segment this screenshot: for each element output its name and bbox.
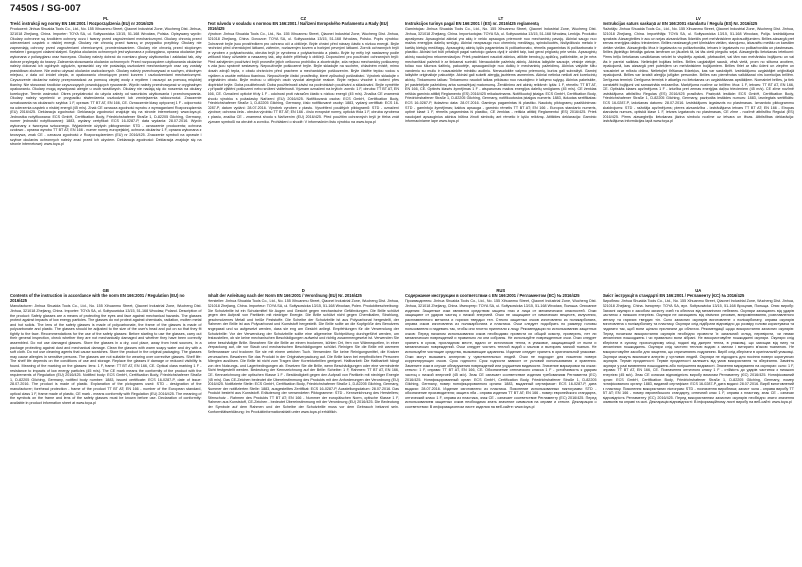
language-code: RUS — [496, 288, 506, 293]
section-body: Producent: Jinhua Shuaida Tools Co., Ltd., No. 155 Xihuanmu Street, Qiaonei Industrial Zone, Wucheng Dist. Jinhua, 321018 Zhejiang, China. Importer: TOYA SA, ul. Sołtysowicka 13/15, 51-168 Wrocław, Polska. Opisywany wyrób: Okulary ochronne są środkiem ochrony oczu i twarzy przed zagrożeniami mechanicznymi. Okulary chronią przed uderzeniami cząstek o niskiej energii. Okulary nie chronią przed twarzą w przypadku przyłbicy. Okulary nie zapewniają ochrony przed zagrożeniami chemicznymi, promieniowaniem. Okulary nie chronią przed stopionym metalem i gorącymi ciałami stałymi. Szybka okularów ochronnych jest wykonana z poliwęglanu, oprawa okularów jest wykonana z poliwęglanu oraz tworzywa. Okulary należy dobrać do rozmiaru głowy użytkownika i zakładać tak, aby dobrze przylegały do twarzy. Zalecenia stosowania okularów ochronnych: Przed rozpoczęciem użytkowania okularów należy dokonać ich ogólnych oględzin, sprawdzić czy nie posiadają uszkodzeń mechanicznych oraz czy zostały prawidłowo złożone. Nie wolno używać okularów uszkodzonych. Okulary należy przechowywać w suchym, chłodnym miejscu, z dala od źródeł ciepła, w opakowaniu chroniącym przed kurzem i uszkodzeniami mechanicznymi. Czyszczenie okularów należy przeprowadzać za pomocą ciepłej wody z mydłem i osuszyć za pomocą miękkiej tkaniny. Nie stosować środków czyszczących powodujących rysowanie. Wyrób należy przechowywać w oryginalnym opakowaniu. Okulary mogą wywoływać alergie u osób wrażliwych. Okulary nie nadają się do noszenia na okulary korekcyjne. Termin ważności: Okres przydatności do użycia zależy od warunków użytkowania i przechowywania. Okulary należy wymienić w przypadku stwierdzenia uszkodzeń lub zmniejszenia widoczności. Znaczenie oznakowania na okularach: szybka: 1 F, oprawa: TT BT AT, EN 166, CE. Oznaczenie klasy optycznej 1 F - odporność na uderzenia cząstek o niskiej energii (45 m/s). Znak CE oznacza zgodność wyrobu z wymaganiami Rozporządzenia (EU) 2016/425. Deklaracja zgodności: Deklaracja zgodności znajduje się na stronie internetowej: www.toya.pl. Jednostka notyfikowana: ECS GmbH, Certification Body, Friedrichshafener Straße 1, D-82205 Gilching, Germany, numer jednostki notyfikowanej: 1883, wydany certyfikat: ECS 16-0287-P, data wydania: 28.07.2016. Wyrób wykonany z tworzywa sztucznego. Wyjaśnienie użytych piktogramów: STD - oznaczenie producenta; ochrona czołowo - oprawa wyrobu TT BT AT; EN 166 - numer normy europejskiej, ochrona okularów 1 F, oprawa wykonana z tworzywa, znak CE - oznacza zgodność z Rozporządzeniem (EU) nr 2016/425. Znaczenie symboli na oprawie i szybce okularów ochronnych należy znać przed ich użyciem. Deklaracja zgodności: Deklaracja znajduje się na stronie internetowej: www.toya.pl — [10, 27, 202, 147]
section-title: Contents of the instruction in accordance with the norm EN 166:2001 / Regulation (EU) no 2016/425 — [10, 293, 185, 303]
section-title: Содержание инструкции в соответствии с EN 166:2001 / Регламентом (ЕС) № 2016/425 — [405, 293, 580, 298]
document-id: 7450S / SG-007 — [10, 3, 81, 14]
section-title: Instrukcijas saturs saskaņā ar EN 166:2001 standartu / Regula (ES) Nr. 2016/425 — [602, 21, 758, 26]
section-lt — [405, 16, 597, 280]
section-pl — [10, 16, 202, 280]
section-title: Instrukcijos turinys pagal EN 166:2001 / (ES) nr. 2016/425 reglamentą — [405, 21, 539, 26]
section-body: Производитель: Jinhua Shuaida Tools Co., Ltd., No. 155 Xihuanmu Street, Qiaonei Industrial Zone, Wucheng Dist. Jinhua, 321018 Zhejiang, China. Импортер: TOYA SA, ul. Sołtysowicka 13/15, 51-168 Wrocław, Польша. Описание изделия: Защитные очки являются средством защиты глаз и лица от механических опасностей. Очки защищают от ударов частиц с низкой энергией. Очки не защищают от химических веществ, излучения, расплавленного металла и горячих твердых тел. Стекло защитных очков изготовлено из поликарбоната, оправа очков изготовлена из поликарбоната и пластика. Очки следует подобрать по размеру головы пользователя и надевать так, чтобы они плотно прилегали к лицу. Рекомендации по использованию защитных очков: Перед началом использования очков необходимо провести их общий осмотр, проверить, нет ли механических повреждений и правильно ли они собраны. Не используйте поврежденные очки. Очки следует хранить в сухом, прохладном месте, вдали от источников тепла, в упаковке, защищающей от пыли и механических повреждений. Очки следует чистить теплой водой с мылом и вытирать мягкой тканью. Не используйте чистящие средства, вызывающие царапины. Изделие следует хранить в оригинальной упаковке. Очки могут вызывать аллергию у чувствительных людей. Очки не подходят для ношения поверх корректирующих очков. Срок годности: Срок годности зависит от условий использования и хранения. Замените очки в случае обнаружения повреждений или ухудшения видимости. Значение маркировки на очках: стекло: 1 F, оправа: TT BT AT, EN 166, CE. Обозначение оптического класса 1 F - устойчивость к ударам частиц с низкой энергией (45 м/с). Знак CE означает соответствие изделия требованиям Регламента (ЕС) 2016/425. Нотифицированный орган: ECS GmbH, Certification Body, Friedrichshafener Straße 1, D-82205 Gilching, Germany, номер нотифицированного органа: 1883, выданный сертификат: ECS 16-0287-P, дата выдачи: 28.07.2016. Изделие изготовлено из пластика. Пояснение использованных пиктограмм: STD - обозначение производителя; защита лба - оправа изделия TT BT AT; EN 166 - номер европейского стандарта, оптический класс 1 F, оправа из пластика, знак CE - означает соответствие Регламенту (ЕС) 2016/425. Перед использованием защитных очков необходимо знать значение символов на оправе и стекле. Декларация о соответствии: В информационном листе изделия на веб-сайте: www.toya.pl — [405, 299, 597, 410]
section-body: Gamintojas: Jinhua Shuaida Tools Co., Ltd., No. 155 Xihuanmu Street, Qiaonei Industrial Zone, Wucheng Dist. Jinhua, 321018 Zhejiang, China. Importuotojas: TOYA SA, ul. Sołtysowicka 13/15, 51-168 Wrocław, Lenkija. Produkto aprašymas: Apsauginiai akiniai yra akių ir veido apsaugos priemonė nuo mechaninių pavojų. Akiniai saugo nuo mažos energijos dalelių smūgių. Akiniai neapsaugo nuo cheminių medžiagų, spinduliuotės, išsilydžiusio metalo ir karštų kietųjų medžiagų. Apsauginių akinių lęšis pagamintas iš polikarbonato, rėmelis pagamintas iš polikarbonato ir plastiko. Akiniai turi būti pritaikyti pagal vartotojo galvos dydį ir uždėti taip, kad gerai priglustų prie veido. Apsauginių akinių naudojimo rekomendacijos: Prieš pradėdami naudoti akinius, atlikite bendrą jų apžiūrą, patikrinkite, ar jie nėra mechaniškai pažeisti ir ar tinkamai surinkti. Nenaudokite pažeistų akinių. Akinius laikykite sausoje, vėsioje vietoje, toliau nuo šilumos šaltinių, pakuotėje, apsaugančioje nuo dulkių ir mechaninių pažeidimų. Akinius valykite šiltu vandeniu su muilu ir nusausinkite minkštu audiniu. Nenaudokite valymo priemonių, kurios gali subraižyti. Gaminį laikykite originalioje pakuotėje. Akiniai gali sukelti alergiją jautriems asmenims. Akiniai netinka nešioti ant korekcinių akinių. Tinkamumo laikas: Tinkamumo naudoti laikas priklauso nuo naudojimo ir laikymo sąlygų. Akinius pakeiskite, jei pastebėjote pažeidimų arba sumažėjusį matomumą. Ženklinimo ant akinių reikšmė: lęšis: 1 F, rėmelis: TT BT AT, EN 166, CE. Optinės klasės žymėjimas 1 F - atsparumas mažos energijos dalelių smūgiams (45 m/s). CE ženklas reiškia gaminio atitiktį Reglamento (ES) 2016/425 reikalavimams. Notifikuotoji įstaiga: ECS GmbH, Certification Body, Friedrichshafener Straße 1, D-82205 Gilching, Germany, notifikuotosios įstaigos numeris: 1883, išduotas sertifikatas: ECS 16-0287-P, išdavimo data: 28.07.2016. Gaminys pagamintas iš plastiko. Naudotų piktogramų paaiškinimas: STD - gamintojo žymėjimas; kaktos apsauga - gaminio rėmelis TT BT AT; EN 166 - Europos standarto numeris, optinė klasė 1 F, rėmelis pagamintas iš plastiko, CE ženklas - reiškia atitiktį Reglamentui (ES) 2016/425. Prieš naudojant apsauginius akinius būtina žinoti simbolių ant rėmelio ir lęšio reikšmę. Atitikties deklaracija: Gaminio informaciniame lape www.toya.pl — [405, 27, 597, 124]
section-body: Manufacturer: Jinhua Shuaida Tools Co., Ltd., No. 155 Xihuanmu Street, Qiaonei Industrial Zone, Wucheng Dist. Jinhua, 321018 Zhejiang, China. Importer: TOYA SA, ul. Sołtysowicka 13/15, 51-168 Wrocław, Poland. Description of the product: Safety glasses are a means of protecting the eyes and face against mechanical hazards. The glasses protect against impacts of low energy particles. The glasses do not protect against chemicals, radiation, molten metal and hot solids. The lens of the safety glasses is made of polycarbonate, the frame of the glasses is made of polycarbonate and plastic. The glasses should be adjusted to the size of the user's head and put on so that they fit tightly to the face. Recommendations for the use of the safety glasses: Before starting to use the glasses, carry out their general inspection, check whether they are not mechanically damaged and whether they have been correctly assembled. Do not use damaged glasses. Store the glasses in a dry, cool place, away from heat sources, in a package protecting against dust and mechanical damage. Clean the glasses with warm soapy water and dry with a soft cloth. Do not use cleaning agents that cause scratches. Store the product in the original packaging. The glasses may cause allergies in sensitive persons. The glasses are not suitable for wearing over corrective glasses. Shelf life: The shelf life depends on the conditions of use and storage. Replace the glasses if damage or reduced visibility is found. Meaning of the marking on the glasses: lens: 1 F, frame: TT BT AT, EN 166, CE. Optical class marking 1 F - resistance to impacts of low energy particles (45 m/s). The CE mark means the conformity of the product with the requirements of Regulation (EU) 2016/425. Notified body: ECS GmbH, Certification Body, Friedrichshafener Straße 1, D-82205 Gilching, Germany, notified body number: 1883, issued certificate: ECS 16-0287-P, date of issue: 28.07.2016. The product is made of plastic. Explanation of the pictograms used: STD - designation of the manufacturer; forehead protection - frame of the product TT BT AT; EN 166 - number of the European standard, optical class 1 F, frame made of plastic, CE mark - means conformity with Regulation (EU) 2016/425. The meaning of the symbols on the frame and lens of the safety glasses must be known before use. Declaration of conformity: available in product information sheet at www.toya.pl — [10, 304, 202, 405]
section-title: Inhalt der Anleitung nach der Norm EN 166:2001 / Verordnung (EU) Nr. 2016/425 — [207, 293, 362, 298]
section-title: Text návodu v souladu s normou EN 166:2001 / Nařízení Evropského Parlamentu a Rady (EU) 2016/425 — [207, 21, 389, 31]
language-code: D — [301, 288, 305, 293]
instruction-grid — [10, 16, 794, 562]
language-code: UA — [695, 288, 702, 293]
language-code: GB — [102, 288, 109, 293]
section-body: Ražotājs: Jinhua Shuaida Tools Co., Ltd., No. 155 Xihuanmu Street, Qiaonei Industrial Zone, Wucheng Dist. Jinhua, 321018 Zhejiang, China. Importētājs: TOYA SA, ul. Sołtysowicka 13/15, 51-168 Wrocław, Polija. Izstrādājuma apraksts: Aizsargbrilles ir acu un sejas aizsardzības līdzeklis pret mehāniskiem apdraudējumiem. Brilles aizsargā pret zemas enerģijas daļiņu triecieniem. Brilles neaizsargā pret ķīmiskām vielām, starojumu, izkausētu metālu un karstām cietām vielām. Aizsargbriļļu lēca ir izgatavota no polikarbonāta, ietvars ir izgatavots no polikarbonāta un plastmasas. Brilles jāpielāgo lietotāja galvas izmēram un jāuzliek tā, lai tās cieši piegultu sejai. Aizsargbriļļu lietošanas ieteikumi: Pirms briļļu lietošanas uzsākšanas veiciet to vispārēju apskati, pārbaudiet, vai tām nav mehānisku bojājumu un vai tās ir pareizi saliktas. Nelietojiet bojātas brilles. Brilles uzglabājiet sausā, vēsā vietā, prom no siltuma avotiem, iepakojumā, kas aizsargā pret putekļiem un mehāniskiem bojājumiem. Brilles tīriet ar siltu ūdeni un ziepēm un nosusiniet ar mīkstu drānu. Nelietojiet tīrīšanas līdzekļus, kas var saskrāpēt. Izstrādājumu uzglabājiet oriģinālajā iepakojumā. Brilles var izraisīt alerģiju jutīgām personām. Brilles nav piemērotas valkāšanai virs korekcijas brillēm. Derīguma termiņš: Derīguma termiņš ir atkarīgs no lietošanas un uzglabāšanas apstākļiem. Nomainiet brilles, ja tiek konstatēti bojājumi vai samazināta redzamība. Marķējuma nozīme uz brillēm: lēca: 1 F, ietvars: TT BT AT, EN 166, CE. Optiskās klases apzīmējums 1 F - izturība pret zemas enerģijas daļiņu triecieniem (45 m/s). CE zīme nozīmē izstrādājuma atbilstību Regulas (ES) 2016/425 prasībām. Paziņotā iestāde: ECS GmbH, Certification Body, Friedrichshafener Straße 1, D-82205 Gilching, Germany, paziņotās iestādes numurs: 1883, izsniegtais sertifikāts: ECS 16-0287-P, izdošanas datums: 28.07.2016. Izstrādājums izgatavots no plastmasas. Izmantoto piktogrammu skaidrojums: STD - ražotāja apzīmējums; pieres aizsardzība - izstrādājuma ietvars TT BT AT; EN 166 - Eiropas standarta numurs, optiskā klase 1 F, ietvars izgatavots no plastmasas, CE zīme - nozīmē atbilstību Regulai (ES) 2016/425. Pirms aizsargbriļļu lietošanas jāzina simbolu nozīme uz ietvara un lēcas. Atbilstības deklarācija: Izstrādājuma informācijas lapā www.toya.pl — [602, 27, 794, 124]
section-body: Výrobce: Jinhua Shuaida Tools Co., Ltd., No. 155 Xihuanmu Street, Qiaonei Industrial Zone, Wucheng Dist. Jinhua, 321018 Zhejiang, China. Dovozce: TOYA SA, ul. Sołtysowicka 13/15, 51-168 Wrocław, Polsko. Popis výrobku: Ochranné brýle jsou prostředkem pro ochranu očí a obličeje. Brýle chrání před nárazy částic s nízkou energií. Brýle nechrání před chemickými látkami, zářením, roztaveným kovem a horkými pevnými látkami. Zorník ochranných brýlí je vyroben z polykarbonátu, obruba brýlí je vyrobena z polykarbonátu a plastu. Brýle by měly být nastaveny podle velikosti hlavy uživatele a nasazeny tak, aby dobře přiléhaly k obličeji. Doporučení pro používání ochranných brýlí: Před zahájením používání brýlí proveďte jejich celkovou prohlídku a zkontrolujte, zda nejsou mechanicky poškozeny a zda jsou správně sestaveny. Nepoužívejte poškozené brýle. Brýle skladujte na suchém, chladném místě, mimo dosah zdrojů tepla, v obalu chránícím před prachem a mechanickým poškozením. Brýle čistěte teplou vodou s mýdlem a osušte měkkou tkaninou. Nepoužívejte čisticí prostředky, které způsobují poškrábání. Výrobek skladujte v originálním obalu. Brýle mohou u citlivých osob vyvolat alergické reakce. Brýle nejsou vhodné k nošení přes dioptrické brýle. Doba použitelnosti: Doba použitelnosti závisí na podmínkách používání a skladování. Brýle vyměňte v případě zjištění poškození nebo snížení viditelnosti. Význam označení na brýlích: zorník: 1 F, obruba: TT BT AT, EN 166, CE. Označení optické třídy 1 F - odolnost proti nárazům částic s nízkou energií (45 m/s). Značka CE znamená shodu výrobku s požadavky Nařízení (EU) 2016/425. Notifikovaná osoba: ECS GmbH, Certification Body, Friedrichshafener Straße 1, D-82205 Gilching, Germany, číslo notifikované osoby: 1883, vydaný certifikát: ECS 16-0287-P, datum vydání: 28.07.2016. Výrobek vyroben z plastu. Vysvětlení použitých piktogramů: STD - označení výrobce; ochrana čela - obruba výrobku TT BT AT; EN 166 - číslo evropské normy, optická třída 1 F, obruba vyrobena z plastu, značka CE - znamená shodu s Nařízením (EU) 2016/425. Před použitím ochranných brýlí je třeba znát význam symbolů na obrubě a zorníku. Prohlášení o shodě: V informačním listu výrobku na www.toya.pl — [207, 32, 399, 124]
language-code: PL — [103, 16, 109, 21]
section-gb — [10, 288, 202, 562]
language-code: LV — [695, 16, 701, 21]
section-cz — [208, 16, 400, 280]
section-lv — [603, 16, 795, 280]
section-rus — [405, 288, 597, 562]
section-d — [208, 288, 400, 562]
section-body: Hersteller: Jinhua Shuaida Tools Co., Ltd., No. 155 Xihuanmu Street, Qiaonei Industrial Zone, Wucheng Dist. Jinhua, 321018 Zhejiang, China. Importeur: TOYA SA, ul. Sołtysowicka 13/15, 51-168 Wrocław, Polen. Produktbeschreibung: Die Schutzbrille ist ein Schutzmittel für Augen und Gesicht gegen mechanische Gefährdungen. Die Brille schützt gegen den Aufprall von Partikeln mit niedriger Energie. Die Brille schützt nicht gegen Chemikalien, Strahlung, geschmolzenes Metall und heiße Feststoffe. Die Scheibe der Schutzbrille ist aus Polycarbonat hergestellt, der Rahmen der Brille ist aus Polycarbonat und Kunststoff hergestellt. Die Brille sollte an die Kopfgröße des Benutzers angepasst und so aufgesetzt werden, dass sie eng am Gesicht anliegt. Empfehlungen für die Verwendung der Schutzbrille: Vor der Verwendung der Schutzbrille sollte eine allgemeine Sichtprüfung durchgeführt werden, um festzustellen, ob sie keine mechanischen Beschädigungen aufweist und richtig zusammengesetzt ist. Verwenden Sie keine beschädigte Brille. Bewahren Sie die Brille an einem trockenen, kühlen Ort, fern von Wärmequellen, in einer Verpackung auf, die vor Staub und mechanischen Beschädigungen schützt. Reinigen Sie die Brille mit warmem Seifenwasser und trocknen Sie sie mit einem weichen Tuch. Verwenden Sie keine Reinigungsmittel, die Kratzer verursachen. Bewahren Sie das Produkt in der Originalverpackung auf. Die Brille kann bei empfindlichen Personen Allergien auslösen. Die Brille ist nicht zum Tragen über Korrekturbrillen geeignet. Haltbarkeit: Die Haltbarkeit hängt von den Nutzungs- und Lagerbedingungen ab. Ersetzen Sie die Brille, wenn Beschädigungen oder eine verminderte Sicht festgestellt werden. Bedeutung der Kennzeichnung auf der Brille: Scheibe: 1 F, Rahmen: TT BT AT, EN 166, CE. Kennzeichnung der optischen Klasse 1 F - Beständigkeit gegen den Aufprall von Partikeln mit niedriger Energie (45 m/s). Das CE-Zeichen bedeutet die Übereinstimmung des Produkts mit den Anforderungen der Verordnung (EU) 2016/425. Notifizierte Stelle: ECS GmbH, Certification Body, Friedrichshafener Straße 1, D-82205 Gilching, Germany, Nummer der notifizierten Stelle: 1883, ausgestelltes Zertifikat: ECS 16-0287-P, Ausstellungsdatum: 28.07.2016. Das Produkt besteht aus Kunststoff. Erläuterung der verwendeten Piktogramme: STD - Kennzeichnung des Herstellers; Stirnschutz - Rahmen des Produkts TT BT AT; EN 166 - Nummer der europäischen Norm, optische Klasse 1 F, Rahmen aus Kunststoff, CE-Zeichen - bedeutet Übereinstimmung mit der Verordnung (EU) 2016/425. Die Bedeutung der Symbole auf dem Rahmen und der Scheibe der Schutzbrille muss vor dem Gebrauch bekannt sein. Konformitätserklärung: Im Produktinformationsblatt unter www.toya.pl erhältlich. — [207, 299, 399, 414]
language-code: CZ — [300, 16, 307, 21]
section-ua — [603, 288, 795, 562]
section-body: Виробник: Jinhua Shuaida Tools Co., Ltd., No. 155 Xihuanmu Street, Qiaonei Industrial Zone, Wucheng Dist. Jinhua, 321018 Zhejiang, China. Імпортер: TOYA SA, вул. Sołtysowicka 13/15, 51-168 Вроцлав, Польща. Опис виробу: Захисні окуляри є засобом захисту очей та обличчя від механічних небезпек. Окуляри захищають від ударів частинок з низькою енергією. Окуляри не захищають від хімічних речовин, випромінювання, розплавленого металу та гарячих твердих тіл. Скло захисних окулярів виготовлене з полікарбонату, оправа окулярів виготовлена з полікарбонату та пластику. Окуляри слід підібрати відповідно до розміру голови користувача та надягати так, щоб вони щільно прилягали до обличчя. Рекомендації щодо використання захисних окулярів: Перед початком використання окулярів необхідно провести їх загальний огляд, перевірити, чи немає механічних пошкоджень і чи правильно вони зібрані. Не використовуйте пошкоджені окуляри. Окуляри слід зберігати в сухому, прохолодному місці, подалі від джерел тепла, в упаковці, що захищає від пилу та механічних пошкоджень. Окуляри слід чистити теплою водою з милом і витирати м'якою тканиною. Не використовуйте засоби для чищення, що спричиняють подряпини. Виріб слід зберігати в оригінальній упаковці. Окуляри можуть викликати алергію у чутливих людей. Окуляри не підходять для носіння поверх коригуючих окулярів. Термін придатності: Термін придатності залежить від умов використання та зберігання. Замініть окуляри у разі виявлення пошкоджень або погіршення видимості. Значення маркування на окулярах: скло: 1 F, оправа: TT BT AT, EN 166, CE. Позначення оптичного класу 1 F - стійкість до ударів частинок з низькою енергією (45 м/с). Знак CE означає відповідність виробу вимогам Регламенту (ЄС) 2016/425. Нотифікований орган: ECS GmbH, Certification Body, Friedrichshafener Straße 1, D-82205 Gilching, Germany, номер нотифікованого органу: 1883, виданий сертифікат: ECS 16-0287-P, дата видачі: 28.07.2016. Виріб виготовлений з пластику. Пояснення використаних піктограм: STD - позначення виробника; захист чола - оправа виробу TT BT AT; EN 166 - номер європейського стандарту, оптичний клас 1 F, оправа з пластику, знак CE - означає відповідність Регламенту (ЄС) 2016/425. Перед використанням захисних окулярів необхідно знати значення символів на оправі та склі. Декларація відповідності: В інформаційному листі виробу на веб-сайті: www.toya.pl — [602, 299, 794, 405]
language-code: LT — [498, 16, 504, 21]
section-title: Treść instrukcji wg normy EN 166:2001 / Rozporządzenia (EU) nr 2016/425 — [10, 21, 154, 26]
section-title: Зміст інструкції в стандарті EN 166:2001 / Регламенту (ЄС) № 2016/425 — [602, 293, 745, 298]
